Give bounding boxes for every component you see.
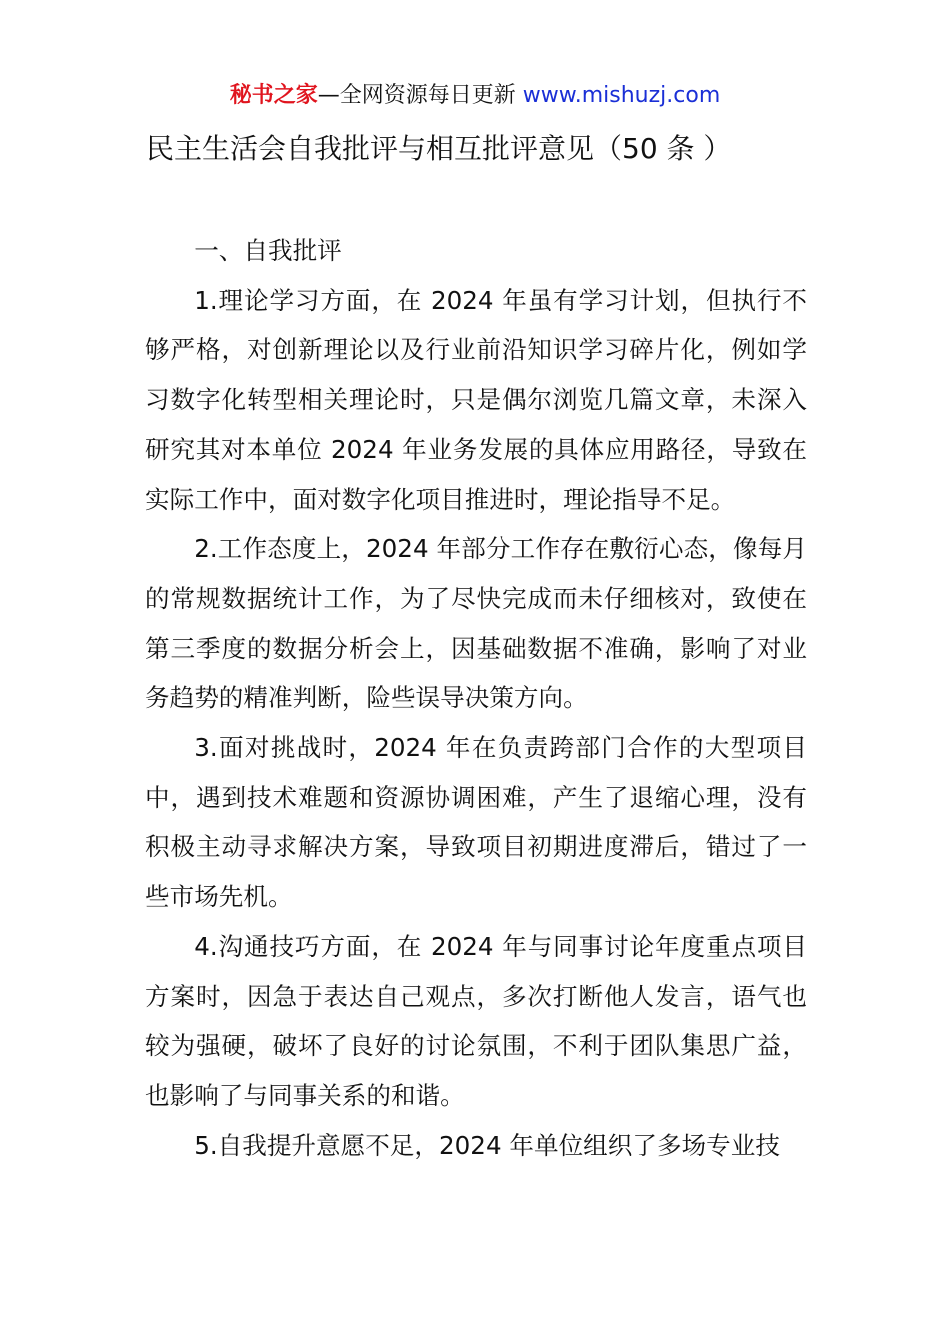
paragraph-3: 3.面对挑战时，2024 年在负责跨部门合作的大型项目中，遇到技术难题和资源协调困难，产生了退缩心理，没有积极主动寻求解决方案，导致项目初期进度滞后，错过了一些市场先机。 (145, 733, 807, 912)
site-slogan: —全网资源每日更新 (317, 83, 523, 108)
paragraph-2: 2.工作态度上，2024 年部分工作存在敷衍心态，像每月的常规数据统计工作，为了尽快完成而未仔细核对，致使在第三季度的数据分析会上，因基础数据不准确，影响了对业务趋势的精准判断，险些误导决策方向。 (145, 534, 807, 713)
section-heading: 一、自我批评 (194, 236, 342, 265)
site-url-link[interactable]: www.mishuzj.com (522, 83, 721, 108)
site-header (0, 80, 950, 112)
site-brand: 秘书之家 (229, 83, 318, 108)
paragraph-5: 5.自我提升意愿不足，2024 年单位组织了多场专业技 (194, 1130, 780, 1160)
document-title: 民主生活会自我批评与相互批评意见（50 条 ） (146, 132, 732, 165)
paragraph-4: 4.沟通技巧方面，在 2024 年与同事讨论年度重点项目方案时，因急于表达自己观点，多次打断他人发言，语气也较为强硬，破坏了良好的讨论氛围，不利于团队集思广益，也影响了与同事关系的和谐。 (145, 931, 807, 1110)
document-body (145, 226, 807, 1170)
paragraph-1: 1.理论学习方面，在 2024 年虽有学习计划，但执行不够严格，对创新理论以及行业前沿知识学习碎片化，例如学习数字化转型相关理论时，只是偶尔浏览几篇文章，未深入研究其对本单位 2024 年业务发展的具体应用路径，导致在实际工作中，面对数字化项目推进时，理论指导不足。 (145, 285, 807, 514)
